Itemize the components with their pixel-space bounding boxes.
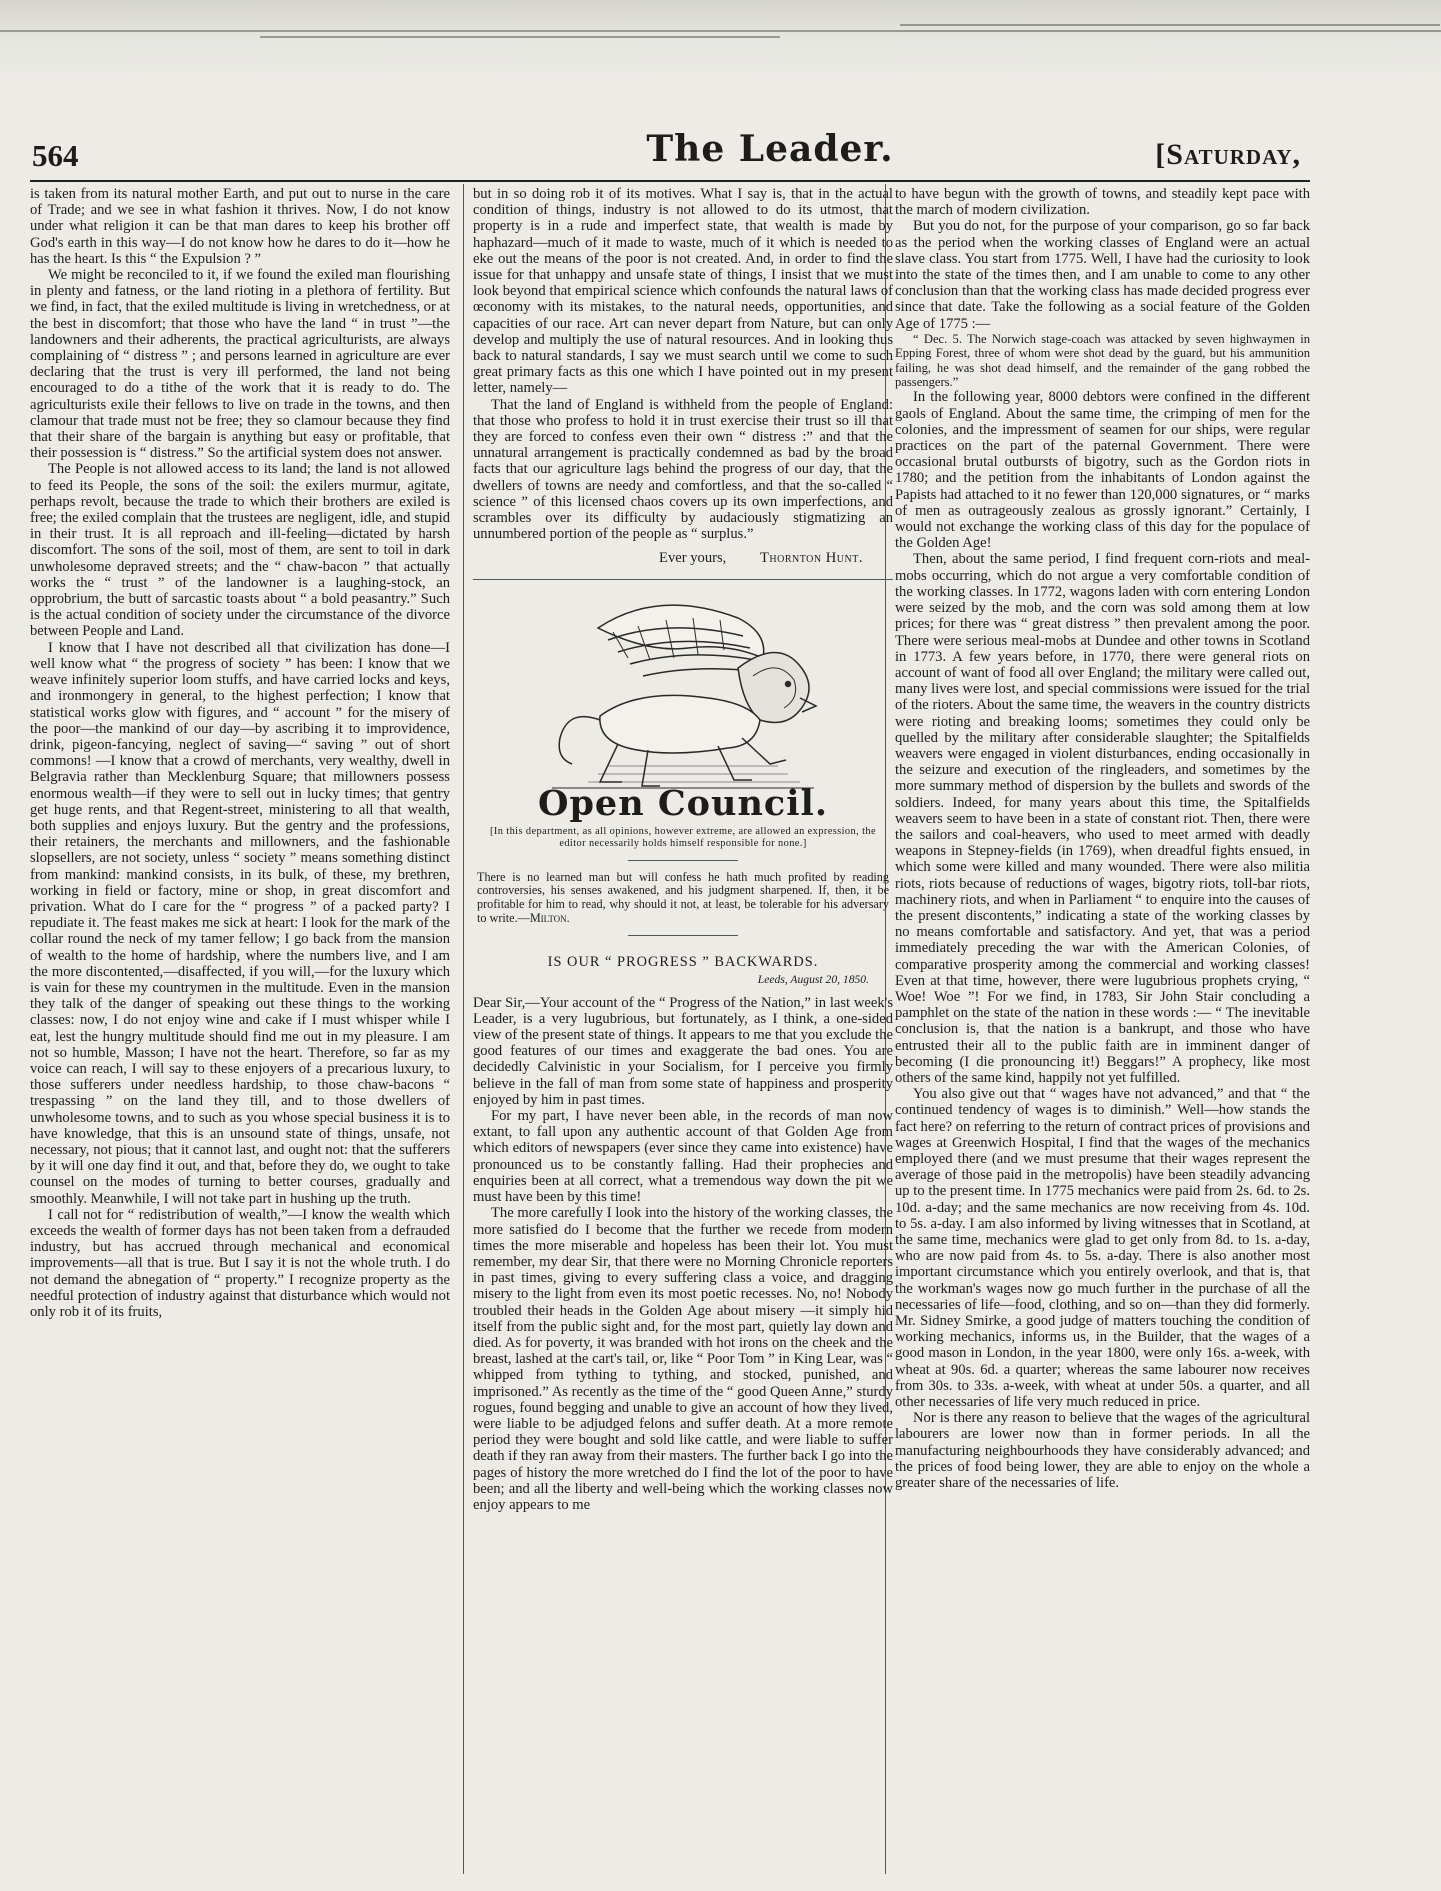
paragraph: You also give out that “ wages have not advanced,” and that “ the continued tendency of wages is to diminish.” Well—how stands the fact here? on referring to the return of contract prices of provisions and wages at Greenwich Hospital, I find that the wages of the mechanics employed there (and we must presume that their wages represent the average of those paid in the metropolis) have been steadily advancing up to the present time. In 1775 mechanics were paid from 2s. 6d. to 2s. 10d. a-day; and the same mechanics are now receiving from 4s. 10d. to 5s. a-day. I am also informed by living witnesses that in Scotland, at the same time, mechanics were glad to get only from 8d. to 1s. a-day, who are now paid from 4s. to 5s. a-day. There is also another most important circumstance which you entirely overlook, and that is, that the workman's wages now go much further in the purchase of all the necessaries of life—food, clothing, and so on—than they did formerly. Mr. Sidney Smirke, a good judge of matters touching the condition of working mechanics, informs us, in the Builder, that the wages of a good mason in London, in the year 1800, were only 16s. a-week, with wheat at 90s. 6d. a quarter; whereas the same labourer now receives from 30s. to 33s. a-week, with wheat at under 50s. a quarter, and all other necessaries of life very much reduced in price. (895, 1086, 1310, 1411)
department-note: [In this department, as all opinions, however extreme, are allowed an expression, the editor necessarily holds himself responsible for none.] (489, 825, 876, 849)
signoff (473, 550, 893, 566)
article-title: IS OUR “ PROGRESS ” BACKWARDS. (547, 954, 819, 971)
paragraph: The People is not allowed access to its land; the land is not allowed to feed its People, the sons of the soil: the exilers murmur, agitate, perhaps revolt, because the trade to which their brothers are exiled is free; the exiled complain that the trustees are negligent, idle, and stupid in their trust. It is all reproach and ill-feeling—dictated by harsh discomfort. The sons of the soil, most of them, are sent to toil in dark unwholesome depraved streets; and the “ chaw-bacon ” that actually works the “ trust ” of the landowner is a laughing-stock, an opprobrium, the butt of sarcastic toasts about “ a bold peasantry.” Such is the actual condition of society under the circumstance of the divorce between People and Land. (30, 461, 450, 640)
paragraph: In the following year, 8000 debtors were confined in the different gaols of England. About the same time, the crimping of men for the colonies, and the impressment of seamen for our ships, were regular practices on the part of the paternal Government. There were occasional brutal outbursts of bigotry, such as the Gordon riots in 1780; and the petition from the inhabitants of London against the Papists had attached to it no fewer than 120,000 signatures, or “ marks of men as outrageously zealous as grossly ignorant.” Certainly, I would not exchange the working class of this day for the populace of the Golden Age! (895, 389, 1310, 552)
article-date: Leeds, August 20, 1850. (757, 973, 869, 987)
paragraph: but in so doing rob it of its motives. What I say is, that in the actual condition of things, industry is not allowed to do its utmost, that property is in a rude and imperfect state, that wealth is made by haphazard—much of it made to waste, much of it which is needed to eke out the means of the poor is not created. And, in order to find the issue for that unhappy and unsafe state of things, I insist that we must look beyond that empirical science which confounds the natural laws of œconomy with its mistakes, to the natural needs, opportunities, and capacities of our race. Art can never depart from Nature, but can only develop and multiply the use of natural resources. And in looking thus back to natural standards, I say we must search until we come to such great primary facts as this one which I have pointed out in my present letter, namely— (473, 186, 893, 397)
column-1 (30, 186, 450, 1876)
column-3 (895, 186, 1310, 1876)
signoff-closing: Ever yours, (659, 550, 727, 567)
column-divider (463, 184, 464, 1874)
paragraph: Then, about the same period, I find frequent corn-riots and meal-mobs occurring, which do not argue a very comfortable condition of the working classes. In 1772, wagons laden with corn entering London were seized by the mob, and the corn was sold among them at low prices; for there was “ great distress ” then prevalent among the poor. There were serious meal-mobs at Dundee and other towns in Scotland in 1773. A few years before, in 1770, there were general riots on account of want of food all over England; the military were called out, many lives were lost, and special commissions were issued for the trial of the rioters. About the same time, the weavers in the country districts were rioting and breaking looms; sometimes they could only be quelled by the military after considerable slaughter; the Spitalfields weavers were engaged in violent disturbances, ending occasionally in the seizure and execution of the ringleaders, and sometimes by the more summary method of dispersion by the bullets and swords of the soldiers. Indeed, for many years about this time, the Spitalfields weavers seem to have been in a state of constant riot. Then, there were the sailors and coal-heavers, who used to meet armed with deadly weapons in Stepney-fields (in 1769), when dreadful fights ensued, in which some were killed and many wounded. There were also militia riots, riots because of reductions of wages, bigotry riots, toll-bar riots, machinery riots, and when in Parliament “ to enquire into the causes of the present discontents,” indicating a state of the working classes by no means comfortable and satisfactory. And yet, that was a period immediately preceding the war with the American Colonies, of comparative prosperity among the commercial and working classes! Even at that time, however, there were lugubrious prophets crying, “ Woe! Woe ”! For we find, in 1783, Sir John Stair concluding a pamphlet on the state of the nation in these words :— “ The inevitable conclusion is, that the nation is a bankrupt, and those who have entrusted their all to the public faith are in imminent danger of becoming (I die pronouncing it!) Beggars!” A prophecy, like most others of the same kind, happily not yet fulfilled. (895, 551, 1310, 1086)
paragraph: But you do not, for the purpose of your comparison, go so far back as the period when the working classes of England were an actual slave class. You start from 1775. Well, I have had the curiosity to look into the state of the times then, and I am unable to come to any other conclusion than that the working class has made decided progress ever since that date. Take the following as a social feature of the Golden Age of 1775 :— (895, 218, 1310, 332)
milton-quote (477, 871, 889, 925)
paragraph: I know that I have not described all that civilization has done—I well know what “ the progress of society ” has been: I know that we weave infinitely superior loom stuffs, and have carried locks and keys, and ironmongery in general, to the highest perfection; I know that statistical works glow with figures, and “ account ” for the misery of the poor—the mankind of our day—by ascribing it to improvidence, drink, pigeon-fancying, neglect of saving—“ saving ” out of short commons! —I know that a crowd of merchants, very wealthy, dwell in Belgravia rather than Mecklenburg Square; that millowners possess enormous wealth—if they were to sell out in lucky times; that gentry get huge rents, and that Regent-street, ministering to all that wealth, both supplies and enjoys luxury. But the gentry and the professions, their retainers, the merchants and millowners, and the fashionable slopsellers, are not society, unless “ society ” means something distinct from mankind: mankind consists, in its bulk, of these, my brethren, working in field or factory, mine or shop, in great discomfort and privation. What do I care for the “ progress ” of a packed party? I repudiate it. The feast makes me sick at heart: I look for the mark of the collar round the neck of my tamer fellow; I go back from the mansion of wealth to the home of hardship, where the numbers live, and I am the more discontented,—disaffected, if you will,—for the luxury which is vain for these my countrymen in the multitude. Even in the mansion they talk of the danger of speaking out these things to the working classes: now, I do not enjoy wine and cake if I must whisper while I eat, lest the hungry multitude should find me out in my pleasure. I am not so humble, Masson; I have not the heart. Therefore, so far as my voice can reach, I will say to these enjoyers of a precarious luxury, to those sufferers under needless hardship, to those chaw-bacons “ trespassing ” on the land they till, and to those dwellers of unwholesome towns, and to such as you whose special business it is to have knowledge, that this is an unsound state of things, unsafe, not necessary, not pious; that it cannot last, and ought not: that the sufferers by it will one day find it out, and that, before they do, we ought to take counsel on the modes of turning to better courses, gradually and smoothly. Meanwhile, I will not take part in hushing up the truth. (30, 639, 450, 1207)
header-rule (30, 180, 1310, 182)
section-rule (473, 579, 893, 580)
signoff-author: Thornton Hunt. (759, 550, 863, 567)
scan-streak (900, 24, 1440, 26)
paragraph: to have begun with the growth of towns, and steadily kept pace with the march of modern civilization. (895, 186, 1310, 219)
dateline: [Saturday, (1155, 138, 1301, 171)
paragraph: The more carefully I look into the history of the working classes, the more satisfied do I become that the further we recede from modern times the more miserable and hopeless has been their lot. You must remember, my dear Sir, that there were no Morning Chronicle reporters in past times, giving to every suffering class a voice, and dragging misery to the light from even its most poetic recesses. No, no! Nobody troubled their heads in the Golden Age about misery —it simply hid itself from the public sight and, for the most part, quietly lay down and died. As for poverty, it was branded with hot irons on the cheek and the breast, lashed at the cart's tail, or, like “ Poor Tom ” in King Lear, was “ whipped from tything to tything, and stocked, punished, and imprisoned.” As recently as the time of the “ good Queen Anne,” sturdy rogues, found begging and unable to give an account of how they lived, were liable to be adjudged felons and suffer death. At a more remote period they were bought and sold like cattle, and were liable to suffer death if they ran away from their masters. The further back I go into the pages of history the more wretched do I find the lot of the poor to have been; and all the liberty and well-being which the working classes now enjoy appears to me (473, 1205, 893, 1513)
milton-quote-text: There is no learned man but will confess he hath much profited by reading controversies, his senses awakened, and his judgment sharpened. If, then, it be profitable for him to read, why should it not, at least, be tolerable for his adversary to write.— (477, 869, 889, 925)
page-number: 564 (32, 138, 79, 173)
paragraph: We might be reconciled to it, if we found the exiled man flourishing in plenty and fatness, or the land rioting in a plethora of fertility. But we find, in fact, that the exiled multitude is living in wretchedness, or at the best in discomfort; that those who have the land “ in trust ”—the landowners and their adherents, the practical agriculturists, are always complaining of “ distress ” ; and persons learned in agriculture are ever declaring that the trust is very ill performed, the land not being encouraged to do a tithe of the work that it is ready to do. The agriculturists exile their fellows to live on trade in the towns, and then clamour that trade must not be free; they so clamour because they find that their share of the bargain is anything but easy or profitable, that their possession is “ distress.” So the artificial system does not answer. (30, 267, 450, 462)
section-rule (628, 935, 738, 936)
scan-streak (260, 36, 780, 38)
winged-lion-emblem (538, 588, 828, 798)
masthead: The Leader. (646, 128, 894, 170)
open-council-heading: Open Council. (537, 782, 829, 824)
column-2 (473, 186, 893, 1876)
milton-attribution: Milton. (529, 910, 570, 925)
paragraph: That the land of England is withheld from the people of England: that those who profess to hold it in trust exercise their trust so ill that they are forced to confess even their own “ distress :” and that the unnatural arrangement is practically condemned as bad by the broad facts that our agriculture lags behind the progress of our day, that the dwellers of towns are needy and comfortless, and that the so-called “ science ” of this licensed chaos covers up its own imperfections, and scrambles over its difficulty by audaciously stigmatizing an unnumbered portion of the people as “ surplus.” (473, 396, 893, 543)
page-top-edge (0, 0, 1441, 82)
paragraph: Dear Sir,—Your account of the “ Progress of the Nation,” in last week's Leader, is a very lugubrious, but fortunately, as I think, a one-sided view of the present state of things. It appears to me that you exclude the good features of our times and exaggerate the bad ones. You are decidedly Calvinistic in your Socialism, for I perceive you firmly believe in the fall of man from some state of happiness and prosperity enjoyed by him in past times. (473, 994, 893, 1108)
block-quote: “ Dec. 5. The Norwich stage-coach was attacked by seven highwaymen in Epping Forest, three of whom were shot dead by the guard, but his ammunition failing, he was shot dead himself, and the remainder of the gang robbed the passengers.” (895, 331, 1310, 390)
section-rule (628, 860, 738, 861)
paragraph: is taken from its natural mother Earth, and put out to nurse in the care of Trade; and we see in what fashion it thrives. Now, I do not know under what religion it can be that man dares to keep his brother off God's earth in this way—I do not know how he dares to do it—how he has the heart. Is this “ the Expulsion ? ” (30, 186, 450, 267)
paragraph: For my part, I have never been able, in the records of man now extant, to fall upon any authentic account of that Golden Age from which editors of newspapers (ever since they came into existence) have pronounced us to be constantly falling. Had their prophecies and enquiries been at all correct, what a tremendous way down the pit we must have been by this time! (473, 1108, 893, 1206)
paragraph: Nor is there any reason to believe that the wages of the agricultural labourers are lower now than in former periods. In all the manufacturing neighbourhoods they have considerably advanced; and the prices of food being lower, they are able to enjoy on the whole a greater share of the necessaries of life. (895, 1410, 1310, 1492)
scan-streak (0, 30, 1441, 32)
paragraph: I call not for “ redistribution of wealth,”—I know the wealth which exceeds the wealth of former days has not been taken from a defrauded industry, but has accrued through mechanical and economical improvements—all that is true. But I say it is not the whole truth. I do not demand the abnegation of “ property.” I recognize property as the needful protection of industry against that disturbance which would not only rob it of its fruits, (30, 1206, 450, 1321)
